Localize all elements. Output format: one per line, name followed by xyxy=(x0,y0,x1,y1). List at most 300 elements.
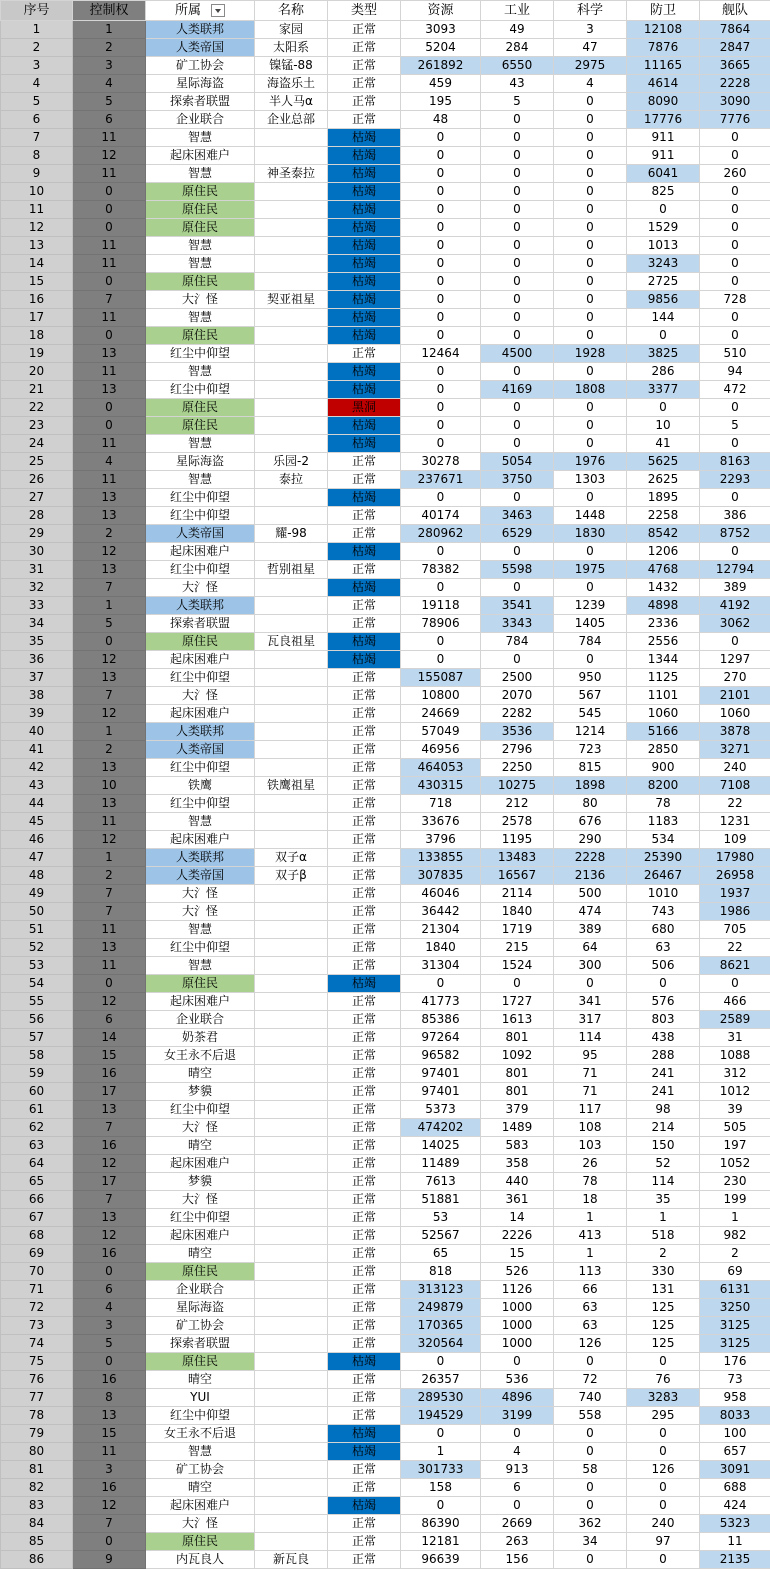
cell-defense[interactable]: 6041 xyxy=(627,165,700,183)
cell-defense[interactable]: 63 xyxy=(627,939,700,957)
cell-type[interactable]: 正常 xyxy=(328,21,401,39)
cell-industry[interactable]: 6550 xyxy=(481,57,554,75)
cell-seq[interactable]: 56 xyxy=(1,1011,73,1029)
cell-resource[interactable]: 48 xyxy=(401,111,481,129)
cell-control[interactable]: 11 xyxy=(73,813,146,831)
cell-resource[interactable]: 52567 xyxy=(401,1227,481,1245)
cell-defense[interactable]: 330 xyxy=(627,1263,700,1281)
cell-science[interactable]: 0 xyxy=(554,327,627,345)
cell-control[interactable]: 13 xyxy=(73,669,146,687)
cell-name[interactable] xyxy=(255,543,328,561)
cell-name[interactable]: 家园 xyxy=(255,21,328,39)
cell-owner[interactable]: 原住民 xyxy=(146,633,255,651)
cell-type[interactable]: 正常 xyxy=(328,831,401,849)
cell-seq[interactable]: 41 xyxy=(1,741,73,759)
cell-name[interactable] xyxy=(255,1515,328,1533)
cell-resource[interactable]: 133855 xyxy=(401,849,481,867)
cell-industry[interactable]: 1727 xyxy=(481,993,554,1011)
cell-control[interactable]: 13 xyxy=(73,795,146,813)
cell-seq[interactable]: 33 xyxy=(1,597,73,615)
cell-control[interactable]: 11 xyxy=(73,1443,146,1461)
cell-owner[interactable]: 红尘中仰望 xyxy=(146,1407,255,1425)
cell-industry[interactable]: 1613 xyxy=(481,1011,554,1029)
cell-science[interactable]: 63 xyxy=(554,1299,627,1317)
cell-resource[interactable]: 24669 xyxy=(401,705,481,723)
cell-owner[interactable]: 起床困难户 xyxy=(146,147,255,165)
cell-name[interactable] xyxy=(255,1083,328,1101)
cell-type[interactable]: 正常 xyxy=(328,1245,401,1263)
cell-defense[interactable]: 2556 xyxy=(627,633,700,651)
cell-name[interactable] xyxy=(255,831,328,849)
cell-type[interactable]: 正常 xyxy=(328,615,401,633)
cell-seq[interactable]: 58 xyxy=(1,1047,73,1065)
cell-name[interactable] xyxy=(255,903,328,921)
cell-seq[interactable]: 77 xyxy=(1,1389,73,1407)
cell-resource[interactable]: 194529 xyxy=(401,1407,481,1425)
cell-science[interactable]: 0 xyxy=(554,183,627,201)
cell-defense[interactable]: 743 xyxy=(627,903,700,921)
cell-name[interactable] xyxy=(255,1497,328,1515)
cell-defense[interactable]: 11165 xyxy=(627,57,700,75)
cell-owner[interactable]: 原住民 xyxy=(146,1353,255,1371)
cell-name[interactable] xyxy=(255,309,328,327)
cell-industry[interactable]: 215 xyxy=(481,939,554,957)
cell-resource[interactable]: 170365 xyxy=(401,1317,481,1335)
cell-name[interactable]: 哲别祖星 xyxy=(255,561,328,579)
cell-type[interactable]: 枯竭 xyxy=(328,435,401,453)
cell-fleet[interactable]: 31 xyxy=(700,1029,770,1047)
cell-industry[interactable]: 1524 xyxy=(481,957,554,975)
cell-seq[interactable]: 1 xyxy=(1,21,73,39)
cell-owner[interactable]: 起床困难户 xyxy=(146,705,255,723)
cell-seq[interactable]: 16 xyxy=(1,291,73,309)
cell-name[interactable] xyxy=(255,435,328,453)
cell-name[interactable]: 铁鹰祖星 xyxy=(255,777,328,795)
cell-control[interactable]: 7 xyxy=(73,1191,146,1209)
cell-seq[interactable]: 5 xyxy=(1,93,73,111)
cell-resource[interactable]: 464053 xyxy=(401,759,481,777)
cell-owner[interactable]: 人类帝国 xyxy=(146,525,255,543)
cell-seq[interactable]: 73 xyxy=(1,1317,73,1335)
cell-resource[interactable]: 0 xyxy=(401,147,481,165)
cell-type[interactable]: 枯竭 xyxy=(328,327,401,345)
header-science[interactable]: 科学 xyxy=(554,1,627,21)
cell-science[interactable]: 0 xyxy=(554,363,627,381)
cell-type[interactable]: 正常 xyxy=(328,813,401,831)
cell-resource[interactable]: 51881 xyxy=(401,1191,481,1209)
cell-seq[interactable]: 35 xyxy=(1,633,73,651)
cell-science[interactable]: 0 xyxy=(554,435,627,453)
cell-science[interactable]: 413 xyxy=(554,1227,627,1245)
cell-owner[interactable]: 起床困难户 xyxy=(146,993,255,1011)
cell-seq[interactable]: 66 xyxy=(1,1191,73,1209)
cell-industry[interactable]: 43 xyxy=(481,75,554,93)
cell-name[interactable] xyxy=(255,885,328,903)
cell-seq[interactable]: 44 xyxy=(1,795,73,813)
cell-industry[interactable]: 2070 xyxy=(481,687,554,705)
cell-resource[interactable]: 5204 xyxy=(401,39,481,57)
cell-industry[interactable]: 14 xyxy=(481,1209,554,1227)
cell-fleet[interactable]: 958 xyxy=(700,1389,770,1407)
cell-type[interactable]: 正常 xyxy=(328,1011,401,1029)
cell-science[interactable]: 1 xyxy=(554,1245,627,1263)
cell-control[interactable]: 6 xyxy=(73,1011,146,1029)
cell-industry[interactable]: 2669 xyxy=(481,1515,554,1533)
cell-name[interactable]: 太阳系 xyxy=(255,39,328,57)
cell-resource[interactable]: 430315 xyxy=(401,777,481,795)
cell-owner[interactable]: 红尘中仰望 xyxy=(146,507,255,525)
cell-control[interactable]: 11 xyxy=(73,255,146,273)
cell-resource[interactable]: 97401 xyxy=(401,1065,481,1083)
cell-seq[interactable]: 12 xyxy=(1,219,73,237)
cell-type[interactable]: 正常 xyxy=(328,993,401,1011)
cell-type[interactable]: 枯竭 xyxy=(328,363,401,381)
cell-resource[interactable]: 237671 xyxy=(401,471,481,489)
cell-name[interactable] xyxy=(255,615,328,633)
cell-seq[interactable]: 76 xyxy=(1,1371,73,1389)
cell-control[interactable]: 2 xyxy=(73,867,146,885)
cell-owner[interactable]: 矿工协会 xyxy=(146,1317,255,1335)
cell-defense[interactable]: 3283 xyxy=(627,1389,700,1407)
cell-owner[interactable]: 智慧 xyxy=(146,435,255,453)
cell-resource[interactable]: 1840 xyxy=(401,939,481,957)
cell-name[interactable]: 海盗乐土 xyxy=(255,75,328,93)
cell-seq[interactable]: 71 xyxy=(1,1281,73,1299)
cell-industry[interactable]: 0 xyxy=(481,201,554,219)
cell-owner[interactable]: 铁鹰 xyxy=(146,777,255,795)
cell-fleet[interactable]: 8163 xyxy=(700,453,770,471)
cell-name[interactable] xyxy=(255,381,328,399)
cell-name[interactable] xyxy=(255,813,328,831)
cell-resource[interactable]: 0 xyxy=(401,309,481,327)
cell-resource[interactable]: 65 xyxy=(401,1245,481,1263)
cell-control[interactable]: 1 xyxy=(73,849,146,867)
cell-control[interactable]: 4 xyxy=(73,75,146,93)
cell-industry[interactable]: 6529 xyxy=(481,525,554,543)
cell-type[interactable]: 正常 xyxy=(328,1317,401,1335)
cell-control[interactable]: 12 xyxy=(73,1155,146,1173)
cell-fleet[interactable]: 0 xyxy=(700,147,770,165)
cell-industry[interactable]: 2578 xyxy=(481,813,554,831)
cell-resource[interactable]: 0 xyxy=(401,129,481,147)
cell-owner[interactable]: 晴空 xyxy=(146,1137,255,1155)
cell-fleet[interactable]: 982 xyxy=(700,1227,770,1245)
cell-fleet[interactable]: 728 xyxy=(700,291,770,309)
cell-defense[interactable]: 131 xyxy=(627,1281,700,1299)
cell-defense[interactable]: 2336 xyxy=(627,615,700,633)
cell-control[interactable]: 13 xyxy=(73,345,146,363)
cell-science[interactable]: 950 xyxy=(554,669,627,687)
cell-control[interactable]: 1 xyxy=(73,723,146,741)
cell-resource[interactable]: 86390 xyxy=(401,1515,481,1533)
cell-type[interactable]: 枯竭 xyxy=(328,975,401,993)
cell-seq[interactable]: 6 xyxy=(1,111,73,129)
cell-control[interactable]: 7 xyxy=(73,687,146,705)
cell-control[interactable]: 6 xyxy=(73,111,146,129)
cell-name[interactable] xyxy=(255,219,328,237)
cell-science[interactable]: 0 xyxy=(554,273,627,291)
cell-type[interactable]: 枯竭 xyxy=(328,579,401,597)
cell-seq[interactable]: 63 xyxy=(1,1137,73,1155)
cell-defense[interactable]: 0 xyxy=(627,327,700,345)
cell-owner[interactable]: 晴空 xyxy=(146,1245,255,1263)
cell-owner[interactable]: 红尘中仰望 xyxy=(146,345,255,363)
cell-type[interactable]: 正常 xyxy=(328,1407,401,1425)
cell-science[interactable]: 1239 xyxy=(554,597,627,615)
cell-control[interactable]: 14 xyxy=(73,1029,146,1047)
cell-fleet[interactable]: 69 xyxy=(700,1263,770,1281)
cell-control[interactable]: 2 xyxy=(73,39,146,57)
cell-industry[interactable]: 2250 xyxy=(481,759,554,777)
cell-resource[interactable]: 0 xyxy=(401,435,481,453)
cell-resource[interactable]: 1 xyxy=(401,1443,481,1461)
cell-resource[interactable]: 0 xyxy=(401,165,481,183)
cell-owner[interactable]: 大氵怪 xyxy=(146,903,255,921)
cell-name[interactable] xyxy=(255,183,328,201)
cell-seq[interactable]: 25 xyxy=(1,453,73,471)
cell-seq[interactable]: 20 xyxy=(1,363,73,381)
cell-type[interactable]: 正常 xyxy=(328,345,401,363)
cell-name[interactable]: 神圣泰拉 xyxy=(255,165,328,183)
cell-science[interactable]: 1303 xyxy=(554,471,627,489)
cell-type[interactable]: 枯竭 xyxy=(328,1443,401,1461)
cell-name[interactable] xyxy=(255,723,328,741)
cell-name[interactable] xyxy=(255,1155,328,1173)
cell-resource[interactable]: 0 xyxy=(401,201,481,219)
cell-defense[interactable]: 35 xyxy=(627,1191,700,1209)
cell-control[interactable]: 0 xyxy=(73,633,146,651)
cell-fleet[interactable]: 1088 xyxy=(700,1047,770,1065)
cell-resource[interactable]: 0 xyxy=(401,633,481,651)
cell-industry[interactable]: 0 xyxy=(481,183,554,201)
cell-resource[interactable]: 0 xyxy=(401,381,481,399)
cell-control[interactable]: 16 xyxy=(73,1479,146,1497)
cell-type[interactable]: 枯竭 xyxy=(328,201,401,219)
cell-defense[interactable]: 144 xyxy=(627,309,700,327)
cell-seq[interactable]: 32 xyxy=(1,579,73,597)
cell-science[interactable]: 2228 xyxy=(554,849,627,867)
cell-control[interactable]: 9 xyxy=(73,1551,146,1569)
cell-seq[interactable]: 65 xyxy=(1,1173,73,1191)
cell-owner[interactable]: 探索者联盟 xyxy=(146,615,255,633)
cell-science[interactable]: 1448 xyxy=(554,507,627,525)
cell-owner[interactable]: 人类帝国 xyxy=(146,39,255,57)
cell-fleet[interactable]: 7108 xyxy=(700,777,770,795)
cell-seq[interactable]: 43 xyxy=(1,777,73,795)
cell-seq[interactable]: 75 xyxy=(1,1353,73,1371)
cell-control[interactable]: 15 xyxy=(73,1047,146,1065)
cell-industry[interactable]: 4896 xyxy=(481,1389,554,1407)
cell-industry[interactable]: 0 xyxy=(481,363,554,381)
cell-defense[interactable]: 78 xyxy=(627,795,700,813)
cell-resource[interactable]: 3093 xyxy=(401,21,481,39)
cell-control[interactable]: 7 xyxy=(73,885,146,903)
cell-resource[interactable]: 0 xyxy=(401,1497,481,1515)
cell-science[interactable]: 0 xyxy=(554,399,627,417)
cell-industry[interactable]: 5054 xyxy=(481,453,554,471)
cell-seq[interactable]: 27 xyxy=(1,489,73,507)
cell-industry[interactable]: 0 xyxy=(481,1353,554,1371)
cell-seq[interactable]: 61 xyxy=(1,1101,73,1119)
cell-control[interactable]: 11 xyxy=(73,165,146,183)
cell-resource[interactable]: 78906 xyxy=(401,615,481,633)
cell-name[interactable] xyxy=(255,597,328,615)
cell-seq[interactable]: 52 xyxy=(1,939,73,957)
cell-fleet[interactable]: 688 xyxy=(700,1479,770,1497)
cell-science[interactable]: 114 xyxy=(554,1029,627,1047)
cell-defense[interactable]: 214 xyxy=(627,1119,700,1137)
cell-defense[interactable]: 438 xyxy=(627,1029,700,1047)
cell-science[interactable]: 784 xyxy=(554,633,627,651)
cell-owner[interactable]: 星际海盗 xyxy=(146,453,255,471)
cell-type[interactable]: 正常 xyxy=(328,939,401,957)
cell-science[interactable]: 0 xyxy=(554,417,627,435)
cell-fleet[interactable]: 0 xyxy=(700,399,770,417)
cell-defense[interactable]: 125 xyxy=(627,1317,700,1335)
cell-science[interactable]: 64 xyxy=(554,939,627,957)
cell-type[interactable]: 正常 xyxy=(328,1191,401,1209)
cell-defense[interactable]: 4898 xyxy=(627,597,700,615)
cell-owner[interactable]: 人类联邦 xyxy=(146,597,255,615)
cell-science[interactable]: 80 xyxy=(554,795,627,813)
cell-type[interactable]: 枯竭 xyxy=(328,1353,401,1371)
cell-defense[interactable]: 150 xyxy=(627,1137,700,1155)
cell-defense[interactable]: 911 xyxy=(627,147,700,165)
cell-science[interactable]: 362 xyxy=(554,1515,627,1533)
cell-fleet[interactable]: 1012 xyxy=(700,1083,770,1101)
cell-defense[interactable]: 9856 xyxy=(627,291,700,309)
cell-resource[interactable]: 0 xyxy=(401,1353,481,1371)
cell-name[interactable] xyxy=(255,1353,328,1371)
cell-science[interactable]: 78 xyxy=(554,1173,627,1191)
cell-industry[interactable]: 3750 xyxy=(481,471,554,489)
cell-name[interactable] xyxy=(255,147,328,165)
cell-resource[interactable]: 301733 xyxy=(401,1461,481,1479)
cell-owner[interactable]: 梦貘 xyxy=(146,1083,255,1101)
cell-science[interactable]: 2975 xyxy=(554,57,627,75)
cell-seq[interactable]: 34 xyxy=(1,615,73,633)
cell-seq[interactable]: 13 xyxy=(1,237,73,255)
cell-name[interactable] xyxy=(255,399,328,417)
cell-type[interactable]: 正常 xyxy=(328,723,401,741)
cell-control[interactable]: 12 xyxy=(73,831,146,849)
cell-seq[interactable]: 64 xyxy=(1,1155,73,1173)
cell-resource[interactable]: 0 xyxy=(401,363,481,381)
cell-industry[interactable]: 13483 xyxy=(481,849,554,867)
cell-name[interactable]: 企业总部 xyxy=(255,111,328,129)
cell-defense[interactable]: 0 xyxy=(627,201,700,219)
cell-seq[interactable]: 29 xyxy=(1,525,73,543)
cell-owner[interactable]: 大氵怪 xyxy=(146,1515,255,1533)
cell-name[interactable] xyxy=(255,1425,328,1443)
cell-science[interactable]: 0 xyxy=(554,543,627,561)
cell-science[interactable]: 1928 xyxy=(554,345,627,363)
cell-industry[interactable]: 0 xyxy=(481,147,554,165)
cell-industry[interactable]: 49 xyxy=(481,21,554,39)
cell-resource[interactable]: 78382 xyxy=(401,561,481,579)
cell-industry[interactable]: 801 xyxy=(481,1065,554,1083)
cell-industry[interactable]: 2282 xyxy=(481,705,554,723)
cell-science[interactable]: 740 xyxy=(554,1389,627,1407)
cell-defense[interactable]: 1432 xyxy=(627,579,700,597)
cell-name[interactable] xyxy=(255,1065,328,1083)
cell-defense[interactable]: 3243 xyxy=(627,255,700,273)
cell-name[interactable] xyxy=(255,759,328,777)
cell-type[interactable]: 正常 xyxy=(328,921,401,939)
cell-resource[interactable]: 320564 xyxy=(401,1335,481,1353)
cell-science[interactable]: 108 xyxy=(554,1119,627,1137)
cell-defense[interactable]: 5625 xyxy=(627,453,700,471)
cell-owner[interactable]: 星际海盗 xyxy=(146,75,255,93)
cell-industry[interactable]: 526 xyxy=(481,1263,554,1281)
cell-industry[interactable]: 2796 xyxy=(481,741,554,759)
cell-type[interactable]: 正常 xyxy=(328,741,401,759)
cell-type[interactable]: 正常 xyxy=(328,1335,401,1353)
cell-owner[interactable]: 晴空 xyxy=(146,1479,255,1497)
cell-control[interactable]: 7 xyxy=(73,1515,146,1533)
cell-owner[interactable]: 大氵怪 xyxy=(146,1191,255,1209)
cell-type[interactable]: 正常 xyxy=(328,1101,401,1119)
cell-name[interactable] xyxy=(255,417,328,435)
cell-type[interactable]: 正常 xyxy=(328,885,401,903)
cell-name[interactable] xyxy=(255,1407,328,1425)
cell-industry[interactable]: 0 xyxy=(481,399,554,417)
cell-industry[interactable]: 1195 xyxy=(481,831,554,849)
cell-name[interactable] xyxy=(255,1443,328,1461)
cell-type[interactable]: 正常 xyxy=(328,1515,401,1533)
cell-seq[interactable]: 28 xyxy=(1,507,73,525)
cell-science[interactable]: 63 xyxy=(554,1317,627,1335)
cell-type[interactable]: 正常 xyxy=(328,687,401,705)
header-defense[interactable]: 防卫 xyxy=(627,1,700,21)
cell-name[interactable] xyxy=(255,579,328,597)
cell-owner[interactable]: 女王永不后退 xyxy=(146,1047,255,1065)
cell-science[interactable]: 0 xyxy=(554,1551,627,1569)
cell-defense[interactable]: 0 xyxy=(627,399,700,417)
cell-type[interactable]: 正常 xyxy=(328,471,401,489)
cell-defense[interactable]: 10 xyxy=(627,417,700,435)
cell-owner[interactable]: 红尘中仰望 xyxy=(146,1209,255,1227)
cell-fleet[interactable]: 8033 xyxy=(700,1407,770,1425)
cell-control[interactable]: 13 xyxy=(73,1209,146,1227)
cell-defense[interactable]: 76 xyxy=(627,1371,700,1389)
cell-industry[interactable]: 2500 xyxy=(481,669,554,687)
cell-control[interactable]: 16 xyxy=(73,1137,146,1155)
cell-science[interactable]: 1830 xyxy=(554,525,627,543)
cell-science[interactable]: 0 xyxy=(554,1425,627,1443)
cell-fleet[interactable]: 6131 xyxy=(700,1281,770,1299)
cell-defense[interactable]: 295 xyxy=(627,1407,700,1425)
cell-industry[interactable]: 379 xyxy=(481,1101,554,1119)
cell-industry[interactable]: 0 xyxy=(481,975,554,993)
cell-resource[interactable]: 53 xyxy=(401,1209,481,1227)
cell-defense[interactable]: 286 xyxy=(627,363,700,381)
filter-dropdown-icon[interactable] xyxy=(211,4,225,17)
cell-control[interactable]: 0 xyxy=(73,201,146,219)
cell-industry[interactable]: 0 xyxy=(481,165,554,183)
cell-science[interactable]: 47 xyxy=(554,39,627,57)
cell-name[interactable] xyxy=(255,1263,328,1281)
cell-defense[interactable]: 52 xyxy=(627,1155,700,1173)
cell-owner[interactable]: 探索者联盟 xyxy=(146,93,255,111)
cell-fleet[interactable]: 0 xyxy=(700,273,770,291)
cell-type[interactable]: 枯竭 xyxy=(328,255,401,273)
cell-resource[interactable]: 96639 xyxy=(401,1551,481,1569)
cell-seq[interactable]: 60 xyxy=(1,1083,73,1101)
cell-seq[interactable]: 24 xyxy=(1,435,73,453)
cell-fleet[interactable]: 39 xyxy=(700,1101,770,1119)
cell-name[interactable] xyxy=(255,1119,328,1137)
